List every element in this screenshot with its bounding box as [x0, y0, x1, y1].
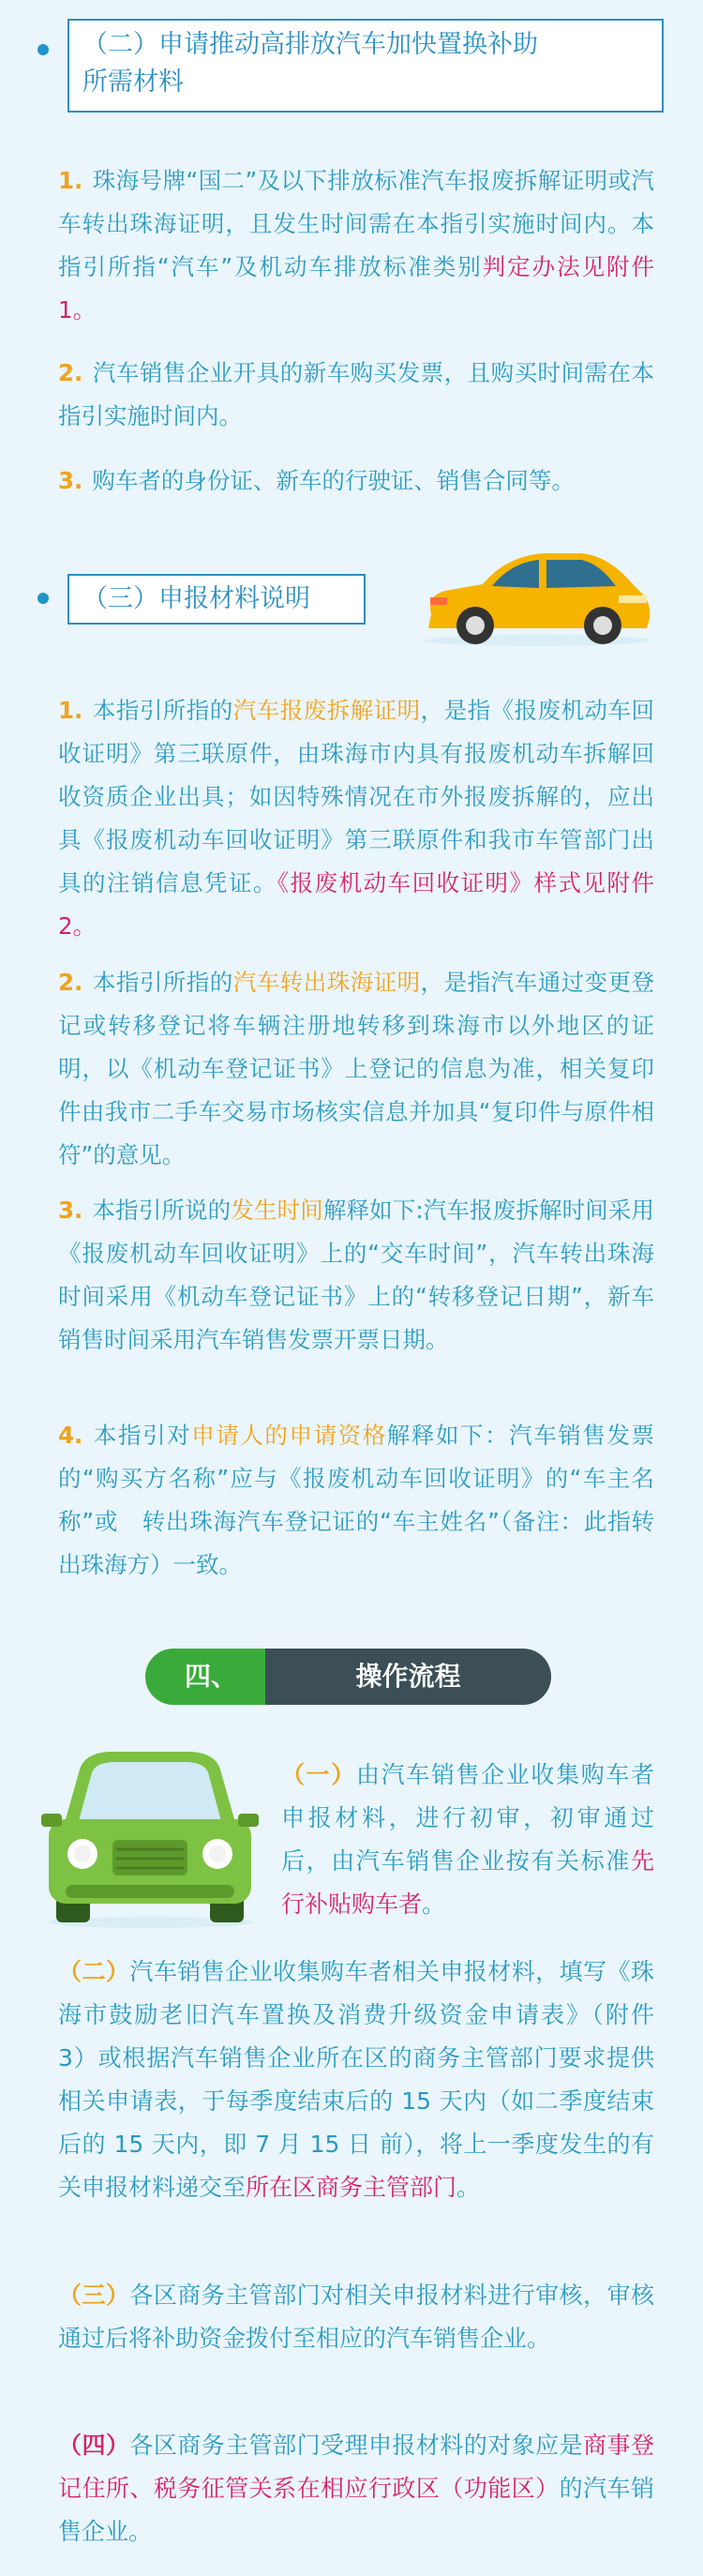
process-step-2: （二）汽车销售企业收集购车者相关申报材料，填写《珠海市鼓励老旧汽车置换及消费升级资金申请表》（附件 3）或根据汽车销售企业所在区的商务主管部门要求提供相关申请表，于每季度结束后的 15 天内（如二季度结束后的 15 天内，即 7 月 15 日 前），将上一季度发生的有关申报材料递交至所在区商务主管部门。 — [58, 1958, 679, 2201]
section2-item-2: 2. 汽车销售企业开具的新车购买发票，且购买时间需在本指引实施时间内。 — [58, 359, 654, 429]
section2-title-line2: 所需材料 — [82, 68, 184, 97]
step-number: （四） — [58, 2432, 130, 2459]
step-number: （三） — [58, 2282, 130, 2309]
item-number: 2. — [58, 969, 83, 996]
attachment-link: 《报废机动车回收证明》样式见附件 — [277, 869, 654, 896]
process-step-4: （四）各区商务主管部门受理申报材料的对象应是商事登记住所、税务征管关系在相应行政区（功能区）的汽车销售企业。 — [58, 2432, 654, 2545]
yellow-car-icon — [417, 539, 656, 647]
section4-title-pill: 操作流程 — [265, 1649, 551, 1705]
item-number: 1. — [58, 167, 83, 194]
section2-title-line1: （二）申请推动高排放汽车加快置换补助 — [82, 30, 538, 59]
item-number: 3. — [58, 467, 83, 494]
step-number: （二） — [58, 1958, 130, 1985]
section3-title: （三）申报材料说明 — [82, 584, 310, 613]
section4-number-pill: 四、 — [145, 1649, 277, 1705]
section3-item-4: 4. 本指引对申请人的申请资格解释如下：汽车销售发票的“购买方名称”应与《报废机动车回收证明》的“车主名称”或 转出珠海汽车登记证的“车主姓名”（备注：此指转出珠海方）一致。 — [58, 1422, 655, 1578]
item-number: 3. — [58, 1197, 83, 1224]
item-number: 4. — [58, 1422, 83, 1449]
process-step-3: （三）各区商务主管部门对相关申报材料进行审核，审核通过后将补助资金拨付至相应的汽车销售企业。 — [58, 2282, 654, 2352]
green-car-icon — [37, 1746, 262, 1929]
section2-title-box — [67, 19, 664, 113]
section3-item-1: 1. 本指引所指的汽车报废拆解证明，是指《报废机动车回收证明》第三联原件，由珠海市内具有报废机动车拆解回收资质企业出具；如因特殊情况在市外报废拆解的，应出具《报废机动车回收证明》第三联原件和我市车管部门出具的注销信息凭证。《报废机动车回收证明》样式见附件 2。 — [58, 697, 655, 940]
step-number: （一） — [281, 1761, 356, 1788]
bullet-dot — [37, 44, 49, 55]
bullet-dot — [37, 593, 49, 604]
item-number: 1. — [58, 697, 83, 724]
section2-item-1: 1. 珠海号牌“国二”及以下排放标准汽车报废拆解证明或汽车转出珠海证明，且发生时间需在本指引实施时间内。本指引所指“汽车”及机动车排放标准类别判定办法见附件 1。 — [58, 167, 654, 324]
section3-item-2: 2. 本指引所指的汽车转出珠海证明，是指汽车通过变更登记或转移登记将车辆注册地转移到珠海市以外地区的证明，以《机动车登记证书》上登记的信息为准，相关复印件由我市二手车交易市场核实信息并加具“复印件与原件相符”的意见。 — [58, 969, 655, 1168]
section2-item-3: 3. 购车者的身份证、新车的行驶证、销售合同等。 — [58, 467, 575, 494]
section3-item-3: 3. 本指引所说的发生时间解释如下:汽车报废拆解时间采用《报废机动车回收证明》上的“交车时间”，汽车转出珠海时间采用《机动车登记证书》上的“转移登记日期”，新车销售时间采用汽车销售发票开票日期。 — [58, 1197, 655, 1353]
section3-title-box — [67, 574, 366, 625]
item-number: 2. — [58, 359, 83, 386]
attachment-link: 判定办法见附件 — [482, 253, 654, 280]
process-step-1: （一）由汽车销售企业收集购车者申报材料，进行初审，初审通过后，由汽车销售企业按有关标准先行补贴购车者。 — [281, 1761, 654, 1918]
